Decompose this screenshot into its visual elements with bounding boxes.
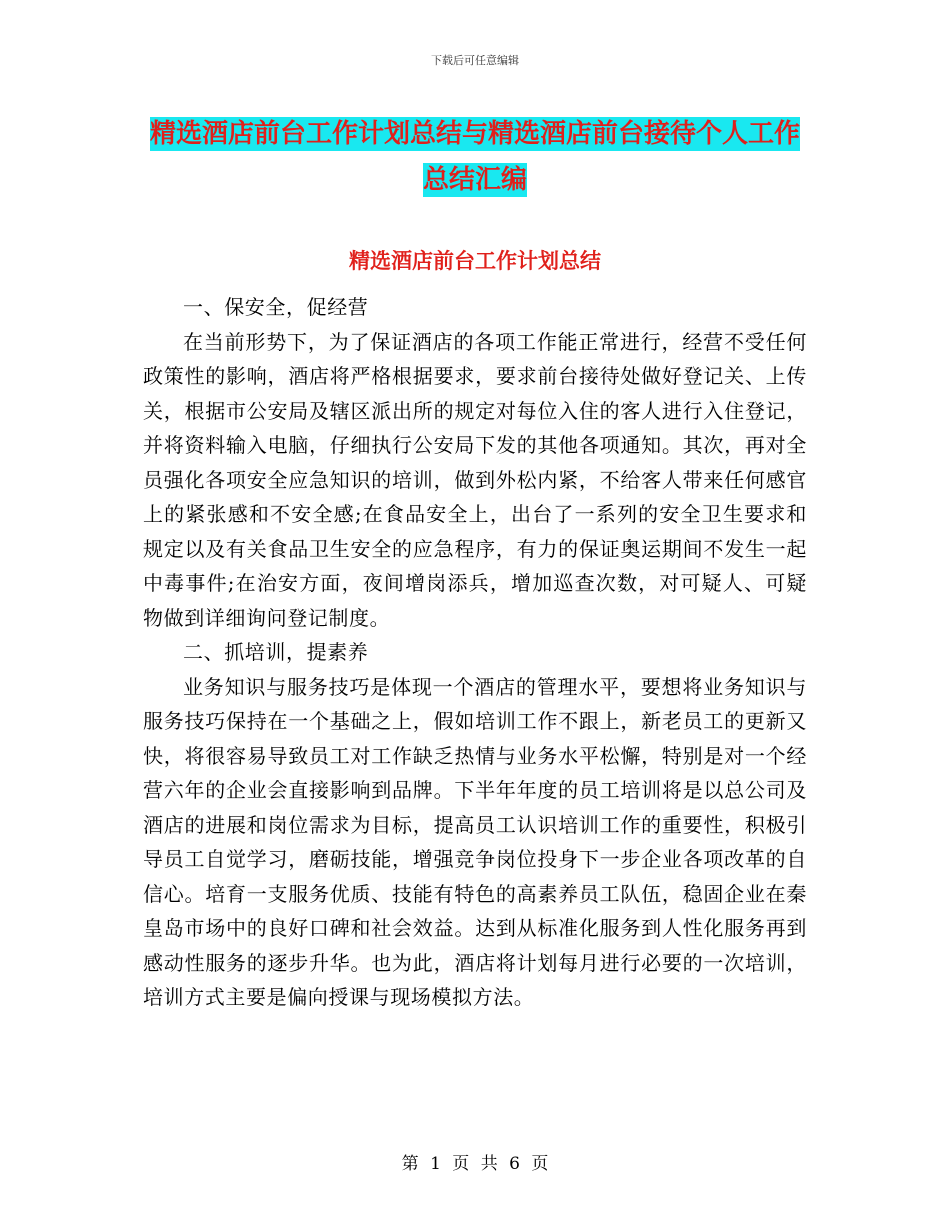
page-header-note: 下载后可任意编辑	[431, 54, 519, 67]
paragraph-heading-2: 二、抓培训，提素养	[183, 640, 369, 664]
paragraph-2: 业务知识与服务技巧是体现一个酒店的管理水平，要想将业务知识与服务技巧保持在一个基础之上，假如培训工作不跟上，新老员工的更新又快，将很容易导致员工对工作缺乏热情与业务水平松懈，特别是对一个经营六年的企业会直接影响到品牌。下半年年度的员工培训将是以总公司及酒店的进展和岗位需求为目标，提高员工认识培训工作的重要性，积极引导员工自觉学习，磨砺技能，增强竞争岗位投身下一步企业各项改革的自信心。培育一支服务优质、技能有特色的高素养员工队伍，稳固企业在秦皇岛市场中的良好口碑和社会效益。达到从标准化服务到人性化服务再到感动性服务的逐步升华。也为此，酒店将计划每月进行必要的一次培训，培训方式主要是偏向授课与现场模拟方法。	[143, 674, 807, 1009]
paragraph-heading-1: 一、保安全，促经营	[183, 295, 369, 319]
document-body	[143, 290, 807, 1015]
section-title: 精选酒店前台工作计划总结	[349, 248, 601, 273]
paragraph-1: 在当前形势下，为了保证酒店的各项工作能正常进行，经营不受任何政策性的影响，酒店将严格根据要求，要求前台接待处做好登记关、上传关，根据市公安局及辖区派出所的规定对每位入住的客人进行入住登记，并将资料输入电脑，仔细执行公安局下发的其他各项通知。其次，再对全员强化各项安全应急知识的培训，做到外松内紧，不给客人带来任何感官上的紧张感和不安全感;在食品安全上，出台了一系列的安全卫生要求和规定以及有关食品卫生安全的应急程序，有力的保证奥运期间不发生一起中毒事件;在治安方面，夜间增岗添兵，增加巡查次数，对可疑人、可疑物做到详细询问登记制度。	[143, 329, 807, 630]
document-title	[145, 111, 805, 203]
page-footer: 第 1 页 共 6 页	[401, 1154, 549, 1174]
document-title-text: 精选酒店前台工作计划总结与精选酒店前台接待个人工作总结汇编	[149, 119, 800, 195]
